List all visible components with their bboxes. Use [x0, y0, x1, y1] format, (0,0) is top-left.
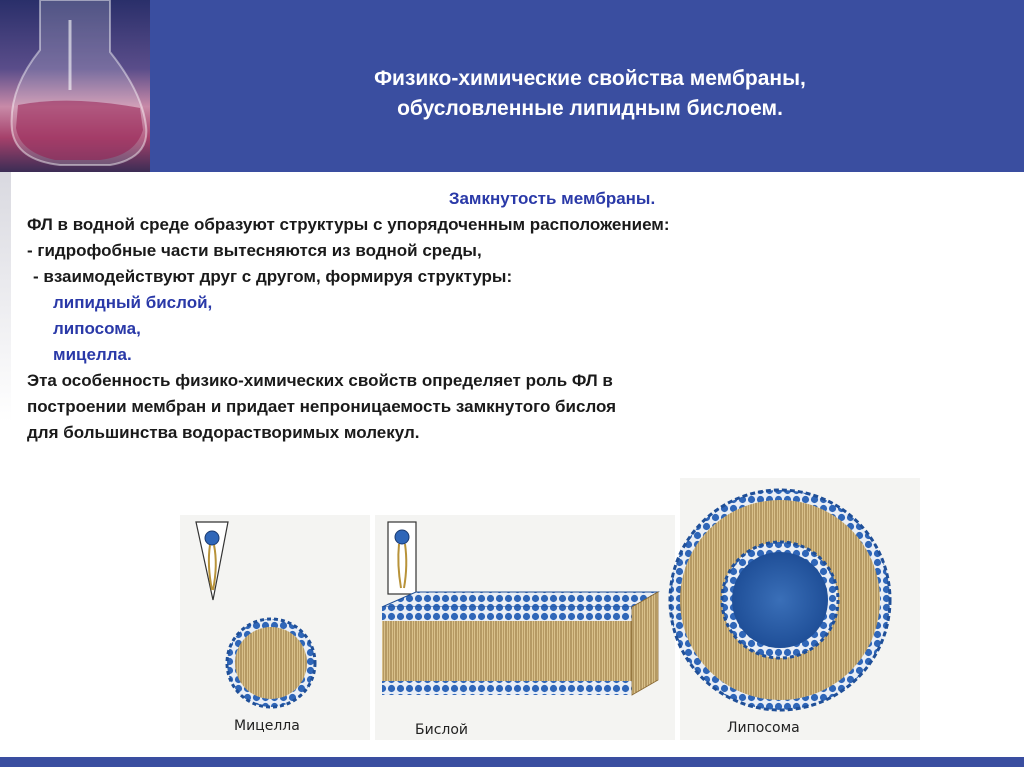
micelle-lipid-sketch: [196, 522, 228, 600]
liposome-diagram: [670, 490, 890, 710]
footer-bar: [0, 757, 1024, 767]
bilayer-lipid-sketch: [388, 522, 416, 594]
caption-bilayer: Бислой: [415, 722, 469, 738]
bilayer-diagram: [382, 592, 658, 695]
caption-liposome: Липосома: [727, 720, 800, 736]
text-line: Эта особенность физико-химических свойств определяет роль ФЛ в: [27, 371, 613, 390]
title-line-2: обусловленные липидным бислоем.: [397, 97, 783, 120]
text-line: построении мембран и придает непроницаемость замкнутого бислоя: [27, 397, 617, 416]
section-subtitle: Замкнутость мембраны.: [448, 189, 656, 208]
text-line: ФЛ в водной среде образуют структуры с упорядоченным расположением:: [27, 215, 670, 234]
structure-item: липидный бислой,: [53, 293, 213, 312]
micelle-diagram: [227, 619, 315, 707]
caption-micelle: Мицелла: [234, 718, 300, 734]
title-line-1: Физико-химические свойства мембраны,: [374, 67, 806, 90]
text-line: для большинства водорастворимых молекул.: [27, 423, 420, 442]
text-line: - взаимодействуют друг с другом, формируя структуры:: [33, 267, 513, 286]
text-line: - гидрофобные части вытесняются из водной среды,: [27, 241, 482, 260]
structure-item: мицелла.: [53, 345, 132, 364]
structure-item: липосома,: [53, 319, 141, 338]
